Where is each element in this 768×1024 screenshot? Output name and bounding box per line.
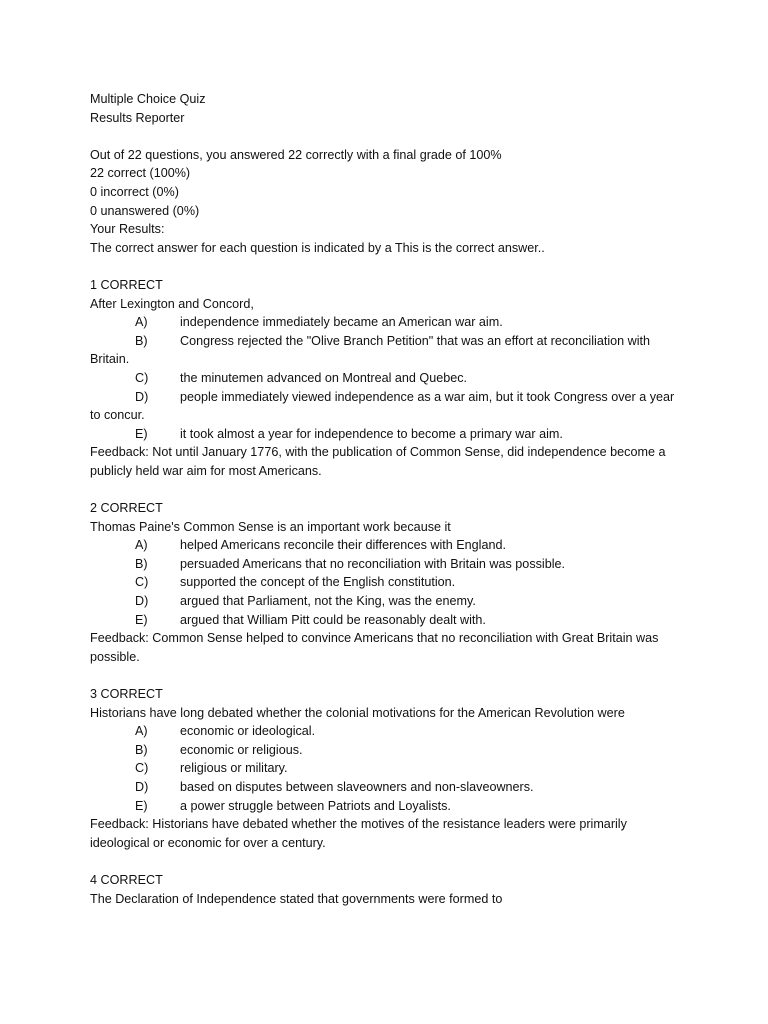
feedback-line: Feedback: Historians have debated whether the motives of the resistance leaders were primarily — [90, 817, 627, 832]
question-status: 3 CORRECT — [90, 687, 163, 701]
results-note: The correct answer for each question is indicated by a This is the correct answer.. — [90, 240, 545, 255]
option-letter: D) — [135, 594, 149, 609]
quiz-title: Multiple Choice Quiz — [90, 92, 206, 106]
summary-line: Out of 22 questions, you answered 22 correctly with a final grade of 100% — [90, 147, 502, 162]
option-text: argued that William Pitt could be reasonably dealt with. — [180, 612, 486, 627]
option-text: helped Americans reconcile their differences with England. — [180, 538, 506, 553]
spacer — [90, 852, 690, 871]
answer-option — [90, 332, 690, 351]
option-text: supported the concept of the English constitution. — [180, 575, 456, 590]
answer-option — [90, 425, 690, 444]
answer-option — [90, 611, 690, 630]
question-status: 2 CORRECT — [90, 501, 163, 516]
option-text: argued that Parliament, not the King, was the enemy. — [180, 594, 476, 609]
question-prompt: After Lexington and Concord, — [90, 296, 254, 311]
feedback-line: possible. — [90, 649, 140, 664]
option-text: economic or religious. — [180, 742, 303, 757]
answer-option — [90, 778, 690, 797]
answer-option — [90, 592, 690, 611]
document-body — [90, 90, 690, 908]
option-text: based on disputes between slaveowners and non-slaveowners. — [180, 779, 534, 794]
answer-option — [90, 369, 690, 388]
option-text: economic or ideological. — [180, 724, 316, 739]
feedback-line: Feedback: Common Sense helped to convince Americans that no reconciliation with Great Britain was — [90, 631, 659, 646]
feedback-line: Feedback: Not until January 1776, with the publication of Common Sense, did independence become a — [90, 445, 666, 460]
answer-option — [90, 573, 690, 592]
option-letter: D) — [135, 779, 149, 794]
your-results-heading: Your Results: — [90, 222, 165, 237]
option-letter: B) — [135, 556, 148, 571]
question-block — [90, 871, 690, 908]
option-text: it took almost a year for independence to become a primary war aim. — [180, 426, 563, 441]
option-letter: D) — [135, 389, 149, 404]
option-letter: B) — [135, 742, 148, 757]
spacer — [90, 480, 690, 499]
question-block — [90, 499, 690, 666]
feedback-line: ideological or economic for over a century. — [90, 835, 326, 850]
answer-option — [90, 722, 690, 741]
option-text: a power struggle between Patriots and Loyalists. — [180, 798, 451, 813]
question-prompt: Historians have long debated whether the colonial motivations for the American Revolution were — [90, 705, 625, 720]
summary-correct: 22 correct (100%) — [90, 166, 191, 181]
option-text: people immediately viewed independence as a war aim, but it took Congress over a year — [180, 389, 675, 404]
option-letter: C) — [135, 761, 149, 776]
option-text: religious or military. — [180, 761, 288, 776]
quiz-subtitle: Results Reporter — [90, 110, 185, 125]
answer-option — [90, 388, 690, 407]
spacer — [90, 257, 690, 276]
option-text-continued: Britain. — [90, 352, 130, 367]
summary-unanswered: 0 unanswered (0%) — [90, 203, 200, 218]
option-text: the minutemen advanced on Montreal and Quebec. — [180, 370, 468, 385]
answer-option — [90, 759, 690, 778]
answer-option — [90, 797, 690, 816]
answer-option — [90, 536, 690, 555]
summary-incorrect: 0 incorrect (0%) — [90, 184, 179, 199]
option-letter: C) — [135, 575, 149, 590]
option-text: Congress rejected the "Olive Branch Petition" that was an effort at reconciliation with — [180, 333, 651, 348]
answer-option — [90, 741, 690, 760]
option-text-continued: to concur. — [90, 408, 145, 423]
question-prompt: Thomas Paine's Common Sense is an important work because it — [90, 519, 451, 534]
answer-option — [90, 313, 690, 332]
question-status: 1 CORRECT — [90, 277, 163, 292]
question-status: 4 CORRECT — [90, 872, 163, 887]
question-prompt: The Declaration of Independence stated that governments were formed to — [90, 891, 503, 906]
answer-option — [90, 555, 690, 574]
option-text: independence immediately became an American war aim. — [180, 315, 503, 330]
option-letter: E) — [135, 798, 148, 813]
question-block — [90, 685, 690, 852]
feedback-line: publicly held war aim for most Americans. — [90, 463, 322, 478]
spacer — [90, 666, 690, 685]
option-letter: A) — [135, 315, 148, 330]
question-block — [90, 276, 690, 481]
option-text: persuaded Americans that no reconciliation with Britain was possible. — [180, 556, 566, 571]
option-letter: E) — [135, 426, 148, 441]
option-letter: A) — [135, 724, 148, 739]
option-letter: B) — [135, 333, 148, 348]
option-letter: E) — [135, 612, 148, 627]
spacer — [90, 127, 690, 146]
option-letter: A) — [135, 538, 148, 553]
option-letter: C) — [135, 370, 149, 385]
